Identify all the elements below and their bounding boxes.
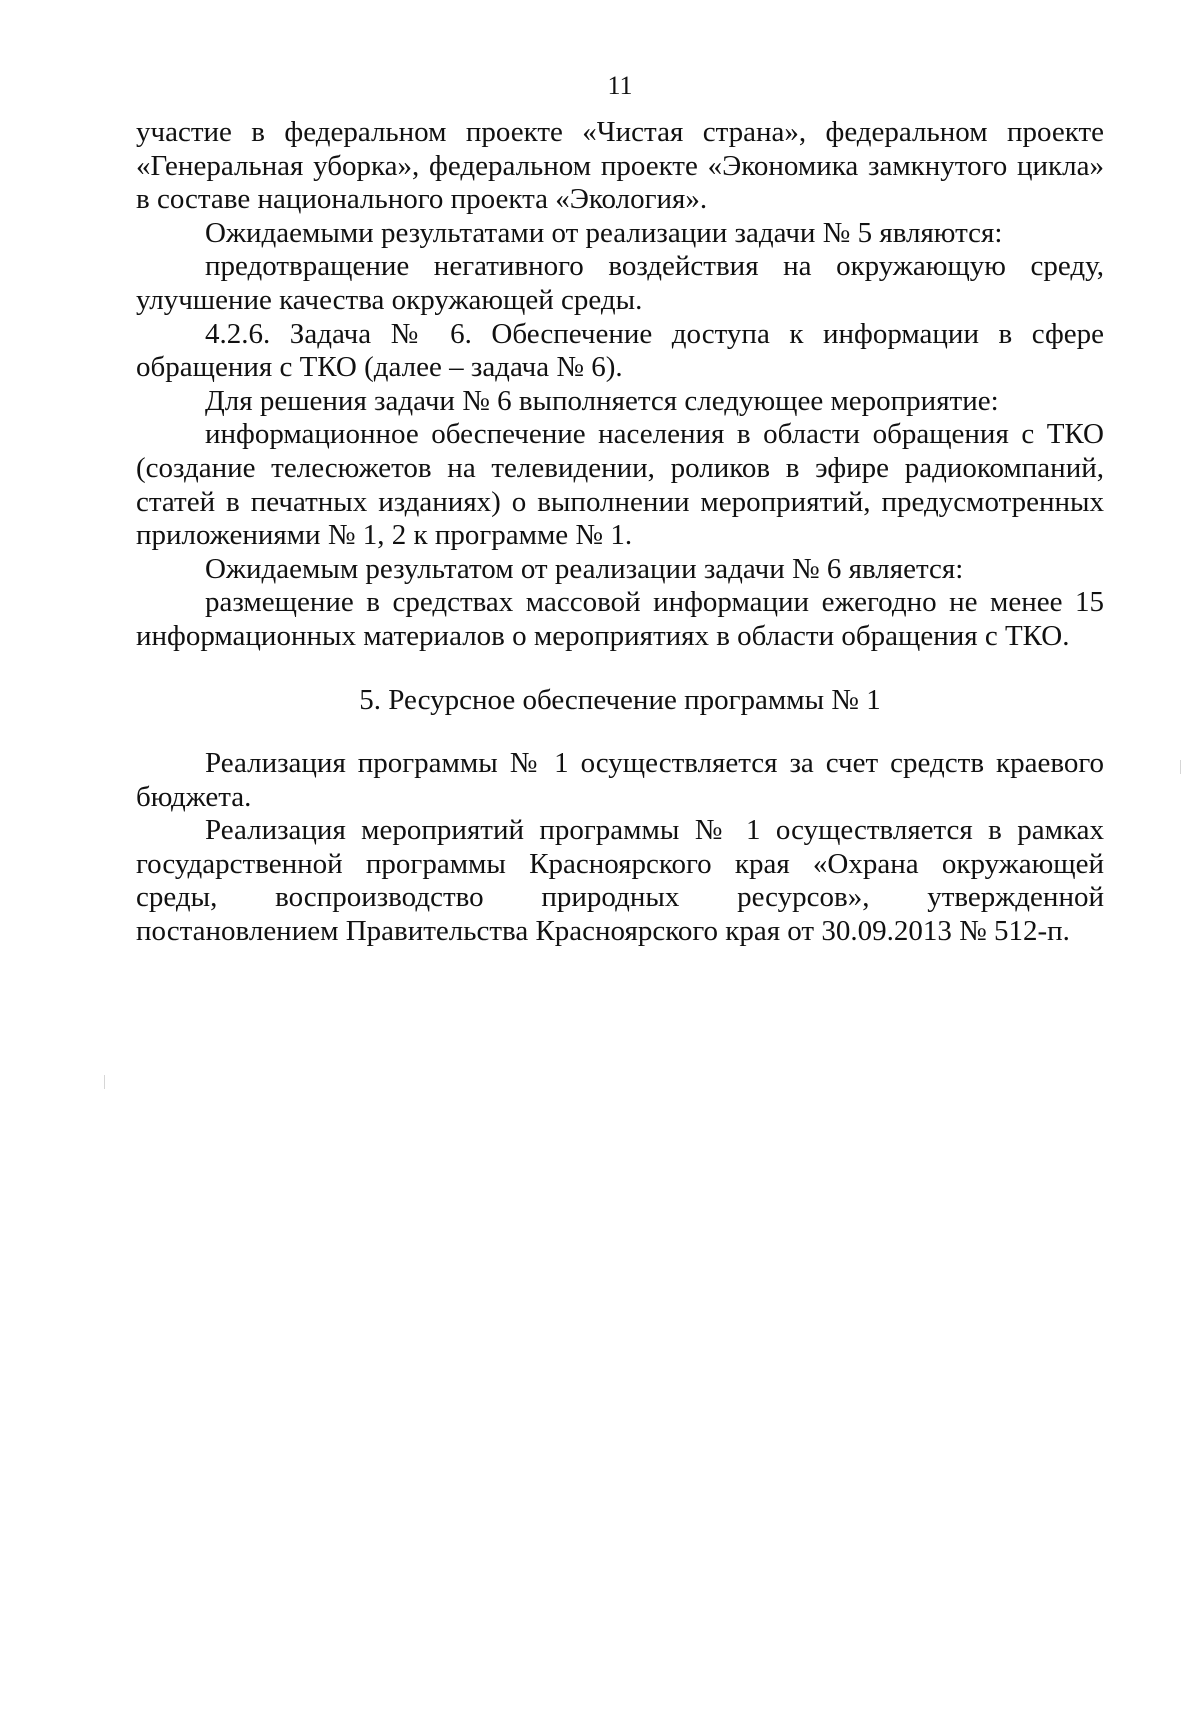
paragraph-information-support: информационное обеспечение населения в области обращения с ТКО (создание телесюжетов на телевидении, роликов в эфире радиокомпаний, статей в печатных изданиях) о выполнении мероприятий, предусмотренных приложениями № 1, 2 к программе № 1. (136, 418, 1104, 552)
paragraph-expected-results-task5: Ожидаемыми результатами от реализации задачи № 5 являются: (205, 216, 1003, 249)
paragraph-prevention: предотвращение негативного воздействия на окружающую среду, улучшение качества окружающей среды. (136, 250, 1104, 316)
scan-artifact (1180, 760, 1181, 774)
paragraph-media-placement: размещение в средствах массовой информации ежегодно не менее 15 информационных материалов о мероприятиях в области обращения с ТКО. (136, 586, 1104, 652)
scan-artifact (104, 1075, 105, 1089)
paragraph-funding: Реализация программы № 1 осуществляется за счет средств краевого бюджета. (136, 747, 1104, 813)
section-heading: 5. Ресурсное обеспечение программы № 1 (359, 683, 881, 716)
paragraph-task6: 4.2.6. Задача № 6. Обеспечение доступа к информации в сфере обращения с ТКО (далее – задача № 6). (136, 317, 1104, 384)
page-number: 11 (607, 71, 633, 100)
paragraph-state-program: Реализация мероприятий программы № 1 осуществляется в рамках государственной программы Красноярского края «Охрана окружающей среды, воспроизводство природных ресурсов», утвержденной постановлением Правительства Красноярского края от 30.09.2013 № 512-п. (136, 814, 1104, 948)
document-body (136, 116, 1104, 949)
paragraph-federal-projects: участие в федеральном проекте «Чистая страна», федеральном проекте «Генеральная уборка», федеральном проекте «Экономика замкнутого цикла» в составе национального проекта «Экология». (136, 116, 1104, 216)
paragraph-task6-measure: Для решения задачи № 6 выполняется следующее мероприятие: (205, 384, 999, 417)
paragraph-expected-result-task6: Ожидаемым результатом от реализации задачи № 6 является: (205, 552, 964, 585)
